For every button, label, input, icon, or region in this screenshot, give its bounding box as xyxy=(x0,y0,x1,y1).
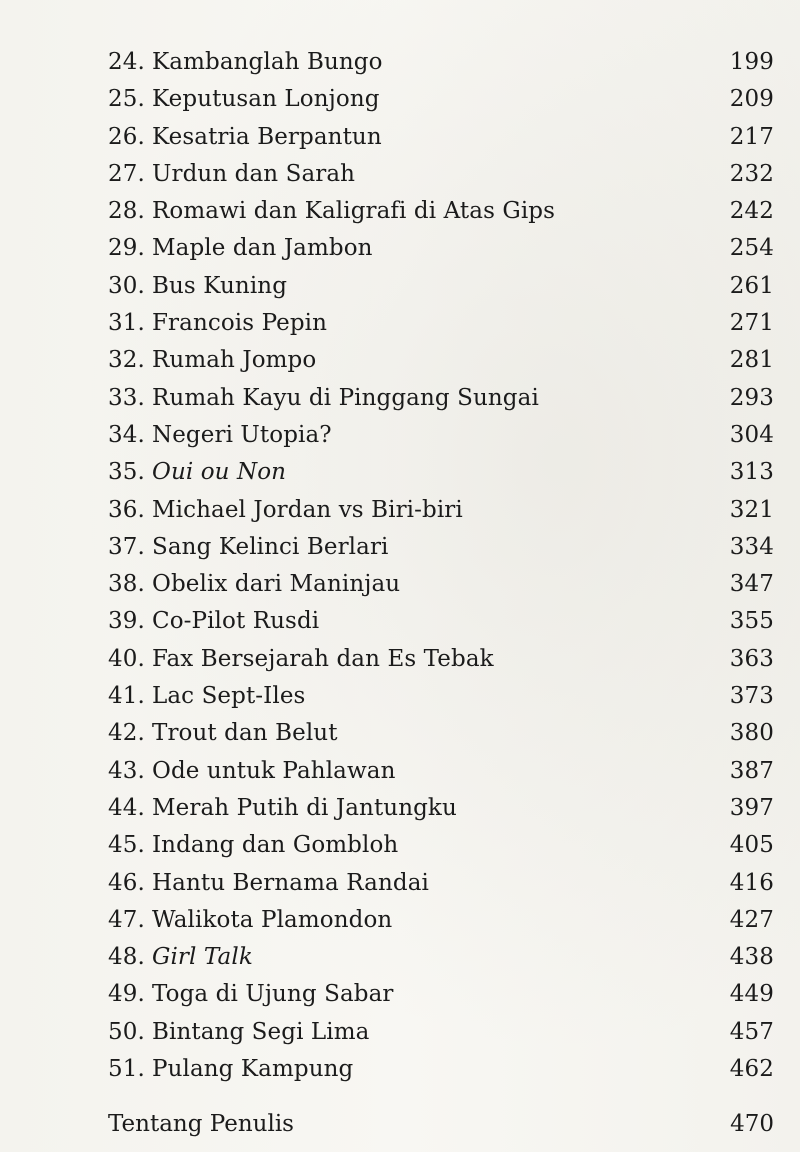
toc-entry-number: 51. xyxy=(108,1056,145,1083)
toc-entry-title: Kesatria Berpantun xyxy=(152,123,382,150)
toc-entry-title: Kambanglah Bungo xyxy=(152,49,383,75)
toc-entry-title: Hantu Bernama Randai xyxy=(152,869,429,896)
toc-entry-title: Toga di Ujung Sabar xyxy=(152,981,394,1008)
toc-entry-title: Maple dan Jambon xyxy=(152,235,373,262)
toc-entry-number: 34. xyxy=(108,421,145,448)
toc-entry-number: 27. xyxy=(108,160,145,187)
toc-entry-page-number: 261 xyxy=(729,272,774,299)
toc-entry-title: Oui ou Non xyxy=(152,459,287,486)
toc-entry-number: 32. xyxy=(108,347,145,374)
toc-entry-page-number: 321 xyxy=(729,496,774,523)
toc-entry xyxy=(108,865,778,902)
toc-entry-page-number: 397 xyxy=(729,794,774,821)
toc-entry xyxy=(108,305,778,342)
toc-entry xyxy=(108,529,778,566)
toc-entry-title: Negeri Utopia? xyxy=(152,421,332,448)
toc-entry-title: Girl Talk xyxy=(152,944,253,971)
toc-entry xyxy=(108,44,778,81)
toc-entry-page-number: 271 xyxy=(729,310,774,337)
toc-entry xyxy=(108,753,778,790)
toc-entry xyxy=(108,566,778,603)
toc-entry-page-number: 449 xyxy=(729,981,774,1008)
toc-entry-title: Rumah Jompo xyxy=(152,347,317,374)
toc-entry xyxy=(108,417,778,454)
toc-entry xyxy=(108,641,778,678)
toc-entry-page-number: 380 xyxy=(729,720,774,747)
toc-entry-number: 40. xyxy=(108,645,145,672)
toc-entry-number: 44. xyxy=(108,794,145,821)
toc-entry-number: 48. xyxy=(108,944,145,971)
toc-entry-number: 30. xyxy=(108,272,145,299)
toc-entry-number: 29. xyxy=(108,235,145,262)
toc-entry-number: 36. xyxy=(108,496,145,523)
toc-entry-title: Bus Kuning xyxy=(152,272,288,299)
toc-entry-title: Pulang Kampung xyxy=(152,1056,354,1083)
toc-entry-page-number: 457 xyxy=(729,1018,774,1045)
toc-entry-number: 31. xyxy=(108,310,145,337)
toc-entry-title: Rumah Kayu di Pinggang Sungai xyxy=(152,384,539,411)
toc-entry-page-number: 462 xyxy=(729,1056,774,1083)
toc-entry xyxy=(108,678,778,715)
toc-entry-page-number: 217 xyxy=(729,123,774,150)
toc-entry xyxy=(108,119,778,156)
toc-entry xyxy=(108,939,778,976)
toc-entry-page-number: 363 xyxy=(729,645,774,672)
toc-entry-page-number: 293 xyxy=(729,384,774,411)
toc-entry-title: Sang Kelinci Berlari xyxy=(152,533,389,560)
toc-entry-title: Romawi dan Kaligrafi di Atas Gips xyxy=(152,198,556,225)
toc-entry xyxy=(108,790,778,827)
toc-entry xyxy=(108,81,778,118)
toc-entry-title: Fax Bersejarah dan Es Tebak xyxy=(152,645,494,672)
toc-entry-title: Indang dan Gombloh xyxy=(152,832,399,859)
toc-entry xyxy=(108,603,778,640)
toc-entry-page-number: 387 xyxy=(729,757,774,784)
toc-entry-page-number: 427 xyxy=(729,906,774,933)
toc-entry-page-number: 347 xyxy=(729,571,774,598)
toc-entry xyxy=(108,342,778,379)
toc-entry-number: 39. xyxy=(108,608,145,635)
toc-entry-page-number: 199 xyxy=(729,49,774,75)
toc-entry-title: Obelix dari Maninjau xyxy=(152,571,401,598)
toc-entry-number: 24. xyxy=(108,49,145,75)
toc-entry-number: 49. xyxy=(108,981,145,1008)
table-of-contents xyxy=(108,44,778,1088)
toc-entry xyxy=(108,492,778,529)
toc-entry-page-number: 334 xyxy=(729,533,774,560)
toc-entry xyxy=(108,1014,778,1051)
toc-entry-title: Merah Putih di Jantungku xyxy=(152,794,457,821)
toc-entry xyxy=(108,827,778,864)
toc-entry-page-number: 416 xyxy=(729,869,774,896)
toc-entry-title: Francois Pepin xyxy=(152,310,328,337)
toc-entry-number: 43. xyxy=(108,757,145,784)
toc-entry-title: Michael Jordan vs Biri-biri xyxy=(152,496,463,523)
toc-entry-page-number: 281 xyxy=(729,347,774,374)
toc-entry-title: Ode untuk Pahlawan xyxy=(152,757,396,784)
toc-entry-number: 37. xyxy=(108,533,145,560)
toc-entry-number: 33. xyxy=(108,384,145,411)
toc-entry-number: 47. xyxy=(108,906,145,933)
toc-entry-number: 46. xyxy=(108,869,145,896)
toc-entry-page-number: 209 xyxy=(729,86,774,113)
toc-entry-number: 26. xyxy=(108,123,145,150)
toc-entry xyxy=(108,715,778,752)
toc-entry xyxy=(108,268,778,305)
toc-entry xyxy=(108,380,778,417)
toc-entry xyxy=(108,193,778,230)
toc-entry-page-number: 405 xyxy=(729,832,774,859)
toc-entry xyxy=(108,454,778,491)
toc-footer-entry xyxy=(108,1106,778,1143)
toc-entry-title: Urdun dan Sarah xyxy=(152,160,356,187)
toc-footer-page-number: 470 xyxy=(730,1111,774,1137)
toc-entry xyxy=(108,230,778,267)
toc-entry-page-number: 304 xyxy=(729,421,774,448)
toc-entry-title: Lac Sept-Iles xyxy=(152,683,306,710)
toc-entry-number: 42. xyxy=(108,720,145,747)
toc-entry-title: Bintang Segi Lima xyxy=(152,1018,370,1045)
toc-entry-page-number: 254 xyxy=(729,235,774,262)
toc-entry xyxy=(108,902,778,939)
toc-footer-title: Tentang Penulis xyxy=(108,1111,294,1137)
toc-entry-title: Trout dan Belut xyxy=(152,720,338,747)
toc-entry-page-number: 438 xyxy=(729,944,774,971)
toc-entry-page-number: 313 xyxy=(729,459,774,486)
toc-entry-number: 41. xyxy=(108,683,145,710)
toc-entry xyxy=(108,976,778,1013)
toc-entry-number: 38. xyxy=(108,571,145,598)
toc-entry-number: 45. xyxy=(108,832,145,859)
toc-entry-title: Co-Pilot Rusdi xyxy=(152,608,320,635)
toc-entry-page-number: 355 xyxy=(729,608,774,635)
toc-entry-page-number: 242 xyxy=(729,198,774,225)
toc-entry-page-number: 373 xyxy=(729,683,774,710)
toc-entry xyxy=(108,1051,778,1088)
toc-entry-title: Keputusan Lonjong xyxy=(152,86,380,113)
toc-entry-number: 50. xyxy=(108,1018,145,1045)
toc-entry-number: 25. xyxy=(108,86,145,113)
toc-entry-number: 28. xyxy=(108,198,145,225)
toc-entry-page-number: 232 xyxy=(729,160,774,187)
toc-entry-number: 35. xyxy=(108,459,145,486)
toc-entry-title: Walikota Plamondon xyxy=(152,906,393,933)
toc-entry xyxy=(108,156,778,193)
